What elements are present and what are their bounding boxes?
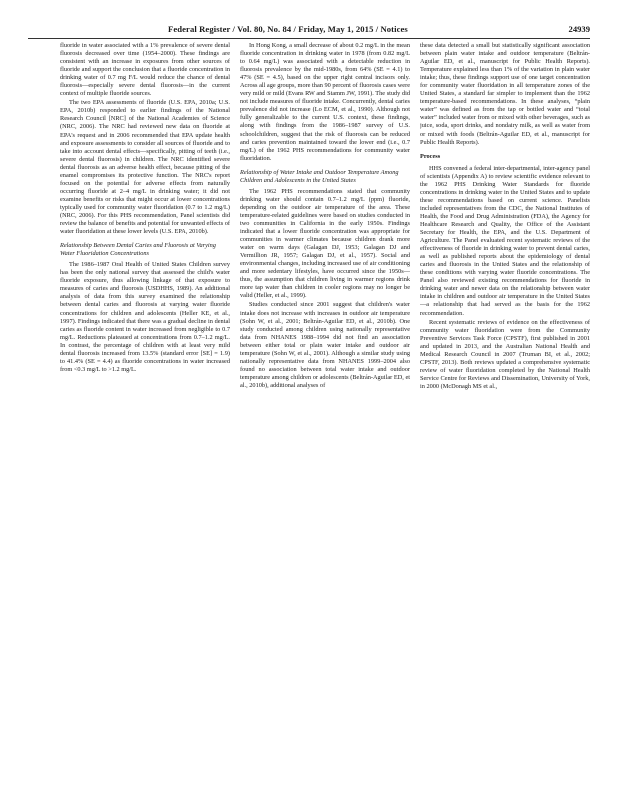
- col2-paragraph-2: The 1962 PHS recommendations stated that community drinking water should contain 0.7–1.2 mg/L (ppm) fluoride, depending on the outdoor air temperature of the area. These temperature-related guidelines were based on studies conducted in two communities in California in the early 1950s. Findings indicated that a lower fluoride concentration was appropriate for communities in warmer climates because children drank more water on warm days (Galagan DJ, 1953; Galagan DJ and Vermillion JR, 1957; Galagan DJ, et al., 1957). Social and environmental changes, including increased use of air conditioning and more sedentary lifestyles, have occurred since the 1950s—thus, the assumption that children living in warmer regions drink more tap water than children in cooler regions may no longer be valid (Heller, et al., 1999).: [240, 187, 410, 300]
- page-number: 24939: [568, 24, 590, 34]
- col2-paragraph-3: Studies conducted since 2001 suggest that children's water intake does not increase with increases in outdoor air temperature (Sohn W, et al., 2001; Beltrán-Aguilar ED, et al., 2010b). One study conducted among children using nationally representative data from NHANES 1988–1994 did not find an association between either total or plain water intake and outdoor air temperature (Sohn W, et al., 2001). Although a similar study using nationally representative data from NHANES 1999–2004 also found no association between total water intake and outdoor temperature among children or adolescents (Beltrán-Aguilar ED, et al., 2010b), additional analyses of: [240, 301, 410, 389]
- column-1: [60, 42, 230, 792]
- col3-section-heading: Process: [420, 152, 441, 160]
- col1-paragraph-3: The 1986–1987 Oral Health of United States Children survey has been the only national survey that assessed the child's water fluoride exposure, thus allowing linkage of that exposure to measures of caries and fluorosis (USDHHS, 1989). An additional analysis of data from this survey examined the relationship between dental caries and fluorosis at varying water fluoride concentrations for children and adolescents (Heller KE, et al., 1997). Findings indicated that there was a gradual decline in dental caries as fluoride content in water increased from negligible to 0.7 mg/L. Reductions plateaued at concentrations from 0.7–1.2 mg/L. In contrast, the percentage of children with at least very mild dental fluorosis increased from 13.5% (standard error [SE] = 1.9) to 41.4% (SE = 4.4) as fluoride concentrations in water increased from <0.3 mg/L to >1.2 mg/L.: [60, 261, 230, 373]
- col3-paragraph-1: these data detected a small but statistically significant association between plain water intake and outdoor temperature (Beltrán-Aguilar ED, et al., manuscript for Public Health Reports). Temperature explained less than 1% of the variation in plain water intake; thus, these findings support use of one target concentration for community water fluoridation in all temperature zones of the United States, a standard far simpler to implement than the 1962 temperature-based recommendations. In these analyses, “plain water” was defined as from the tap or bottled water and “total water” included water from or mixed with other beverages, such as juice, soda, sport drinks, and nondairy milk, as well as water from or mixed with foods (Beltrán-Aguilar ED, et al., manuscript for Public Health Reports).: [420, 42, 590, 146]
- running-title: Federal Register / Vol. 80, No. 84 / Friday, May 1, 2015 / Notices: [168, 24, 408, 34]
- col3-paragraph-3: Recent systematic reviews of evidence on the effectiveness of community water fluoridation were from the Community Preventive Services Task Force (CPSTF), first published in 2001 and updated in 2013, and the Australian National Health and Medical Research Council in 2007 (Truman BI, et al., 2002; CPSTF, 2013). Both reviews updated a comprehensive systematic review of water fluoridation completed by the National Health Service Centre for Reviews and Dissemination, University of York, in 2000 (McDonagh MS et al.,: [420, 318, 590, 390]
- col1-paragraph-2: The two EPA assessments of fluoride (U.S. EPA, 2010a; U.S. EPA, 2010b) responded to earlier findings of the National Research Council [NRC] of the National Academies of Science (NRC, 2006). The NRC had reviewed new data on fluoride at EPA's request and in 2006 recommended that EPA update health and exposure assessments to consider all sources of fluoride and to take into account dental effects—specifically, pitting of teeth (i.e., severe dental fluorosis) in children. The NRC identified severe dental fluorosis as an adverse health effect, because pitting of the enamel compromises its protective function. The NRC's report focused on the potential for adverse effects from naturally occurring fluoride at 2–4 mg/L in drinking water; it did not examine benefits or risks that might occur at lower concentrations typically used for community water fluoridation (0.7 to 1.2 mg/L) (NRC, 2006). For this PHS recommendation, Panel scientists did review the balance of benefits and potential for unwanted effects of water fluoridation at these lower levels (U.S. EPA, 2010b).: [60, 99, 230, 236]
- col1-paragraph-1: fluoride in water associated with a 1% prevalence of severe dental fluorosis decreased over time (1954–2000). These findings are consistent with an increase in exposures from other sources of fluoride and support the conclusion that a fluoride concentration in drinking water of 0.7 mg F/L would reduce the chance of dental fluorosis—especially severe dental fluorosis—in the current context of multiple fluoride sources.: [60, 42, 230, 98]
- body-columns: [60, 42, 590, 792]
- col1-section-heading: Relationship Between Dental Caries and Fluorosis at Varying Water Fluoridation Concentrations: [60, 242, 216, 258]
- header-rule: [28, 38, 590, 39]
- col2-section-heading: Relationship of Water Intake and Outdoor Temperature Among Children and Adolescents in the United States: [240, 168, 399, 184]
- col3-paragraph-2: HHS convened a federal inter-departmental, inter-agency panel of scientists (Appendix A) to review scientific evidence relevant to the 1962 PHS Drinking Water Standards for fluoride concentrations in drinking water in the United States and to update these recommendations based on current science. Panelists included representatives from the CDC, the National Institutes of Health, the Food and Drug Administration (FDA), the Agency for Healthcare Research and Quality, the Office of the Assistant Secretary for Health, the EPA, and the U.S. Department of Agriculture. The Panel evaluated recent systematic reviews of the effectiveness of fluoride in drinking water to prevent dental caries, as well as published reports about the epidemiology of dental caries and fluorosis in the United States and the relationship of these conditions with varying water fluoride concentrations. The Panel also reviewed existing recommendations for fluoride in drinking water and newer data on the relationship between water intake in children and outdoor air temperature in the United States—a relationship that had served as the basis for the 1962 recommendation.: [420, 164, 590, 317]
- column-2: [240, 42, 410, 792]
- col2-paragraph-1: In Hong Kong, a small decrease of about 0.2 mg/L in the mean fluoride concentration in drinking water in 1978 (from 0.82 mg/L to 0.64 mg/L) was associated with a detectable reduction in fluorosis prevalence by the mid-1980s, from 64% (SE = 4.1) to 47% (SE = 4.5), based on the upper right central incisors only. Across all age groups, more than 90 percent of fluorosis cases were very mild or mild (Evans RW and Stamm JW, 1991). The study did not include measures of fluoride intake. Concurrently, dental caries prevalence did not increase (Lo ECM, et al., 1990). Although not fully generalizable to the current U.S. context, these findings, along with findings from the 1986–1987 survey of U.S. schoolchildren, suggest that the risk of fluorosis can be reduced and caries prevention maintained toward the lower end (i.e., 0.7 mg/L) of the 1962 PHS recommendations for community water fluoridation.: [240, 42, 410, 162]
- column-3: [420, 42, 590, 792]
